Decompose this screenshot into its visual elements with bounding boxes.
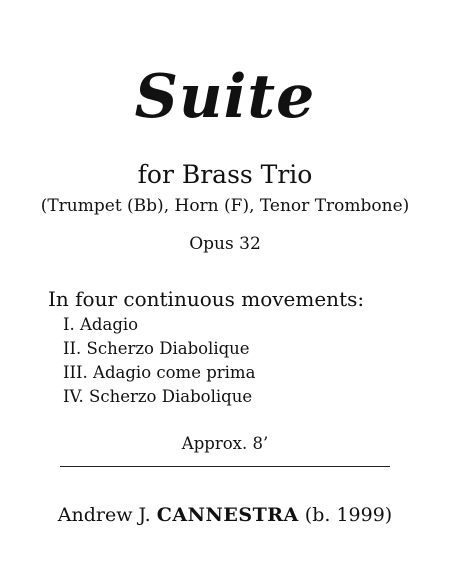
composer-dates: (b. 1999) [304, 504, 393, 526]
composer-surname: CANNESTRA [156, 504, 299, 526]
movement-2: II. Scherzo Diabolique [63, 339, 250, 358]
movements-heading: In four continuous movements: [48, 287, 365, 311]
movement-4: IV. Scherzo Diabolique [63, 387, 253, 406]
title: Suite [134, 62, 316, 132]
movement-3: III. Adagio come prima [63, 363, 256, 382]
subtitle: for Brass Trio [137, 160, 313, 189]
duration: Approx. 8’ [181, 434, 269, 453]
divider-rule [60, 466, 390, 467]
instrumentation: (Trumpet (Bb), Horn (F), Tenor Trombone) [40, 196, 410, 216]
composer-credit [0, 502, 450, 528]
movements-list [63, 313, 255, 409]
opus-number: Opus 32 [189, 234, 261, 254]
composer-given-name: Andrew J. [57, 504, 151, 526]
movement-1: I. Adagio [63, 315, 139, 334]
